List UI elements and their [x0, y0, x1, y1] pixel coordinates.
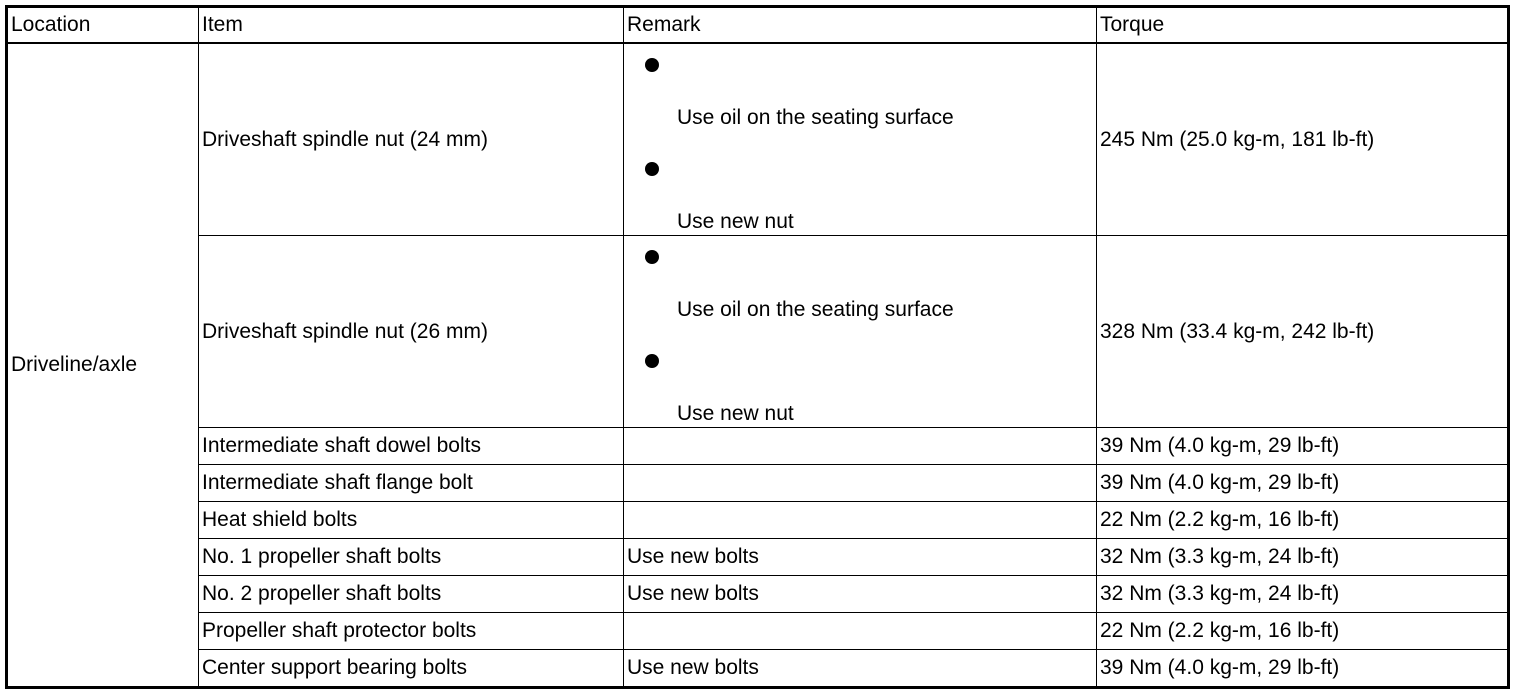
table-row [7, 650, 1509, 688]
torque-cell: 39 Nm (4.0 kg-m, 29 lb-ft) [1097, 650, 1509, 688]
item-cell: No. 1 propeller shaft bolts [199, 539, 624, 576]
remark-cell [624, 502, 1097, 539]
location-cell: Driveline/axle [7, 43, 199, 688]
torque-cell: 32 Nm (3.3 kg-m, 24 lb-ft) [1097, 576, 1509, 613]
item-cell: Center support bearing bolts [199, 650, 624, 688]
torque-cell: 39 Nm (4.0 kg-m, 29 lb-ft) [1097, 428, 1509, 465]
torque-cell: 32 Nm (3.3 kg-m, 24 lb-ft) [1097, 539, 1509, 576]
item-cell: Intermediate shaft dowel bolts [199, 428, 624, 465]
table-row [7, 428, 1509, 465]
remark-cell [624, 236, 1097, 428]
remark-bullet-list [627, 44, 1096, 235]
header-item: Item [199, 7, 624, 44]
remark-text: Use oil on the seating surface [677, 106, 954, 129]
remark-cell [624, 613, 1097, 650]
header-row [7, 7, 1509, 44]
remark-text: Use new nut [677, 210, 794, 233]
header-location: Location [7, 7, 199, 44]
table-row [7, 236, 1509, 428]
bullet-icon [645, 250, 659, 264]
table-row [7, 576, 1509, 613]
remark-cell: Use new bolts [624, 576, 1097, 613]
item-cell: Intermediate shaft flange bolt [199, 465, 624, 502]
table-row [7, 613, 1509, 650]
torque-spec-table [5, 5, 1510, 689]
item-cell: Driveshaft spindle nut (24 mm) [199, 43, 624, 236]
item-cell: Driveshaft spindle nut (26 mm) [199, 236, 624, 428]
table-row [7, 465, 1509, 502]
table-row [7, 539, 1509, 576]
remark-cell [624, 43, 1097, 236]
bullet-icon [645, 354, 659, 368]
bullet-icon [645, 58, 659, 72]
remark-text: Use oil on the seating surface [677, 298, 954, 321]
header-remark: Remark [624, 7, 1097, 44]
torque-cell: 328 Nm (33.4 kg-m, 242 lb-ft) [1097, 236, 1509, 428]
table-row [7, 502, 1509, 539]
bullet-icon [645, 162, 659, 176]
table-row [7, 43, 1509, 236]
remark-bullet-list [627, 236, 1096, 427]
remark-cell [624, 465, 1097, 502]
header-torque: Torque [1097, 7, 1509, 44]
torque-cell: 245 Nm (25.0 kg-m, 181 lb-ft) [1097, 43, 1509, 236]
item-cell: No. 2 propeller shaft bolts [199, 576, 624, 613]
remark-cell: Use new bolts [624, 539, 1097, 576]
remark-cell [624, 428, 1097, 465]
remark-cell: Use new bolts [624, 650, 1097, 688]
item-cell: Heat shield bolts [199, 502, 624, 539]
item-cell: Propeller shaft protector bolts [199, 613, 624, 650]
remark-text: Use new nut [677, 402, 794, 425]
torque-cell: 22 Nm (2.2 kg-m, 16 lb-ft) [1097, 502, 1509, 539]
torque-cell: 22 Nm (2.2 kg-m, 16 lb-ft) [1097, 613, 1509, 650]
torque-cell: 39 Nm (4.0 kg-m, 29 lb-ft) [1097, 465, 1509, 502]
